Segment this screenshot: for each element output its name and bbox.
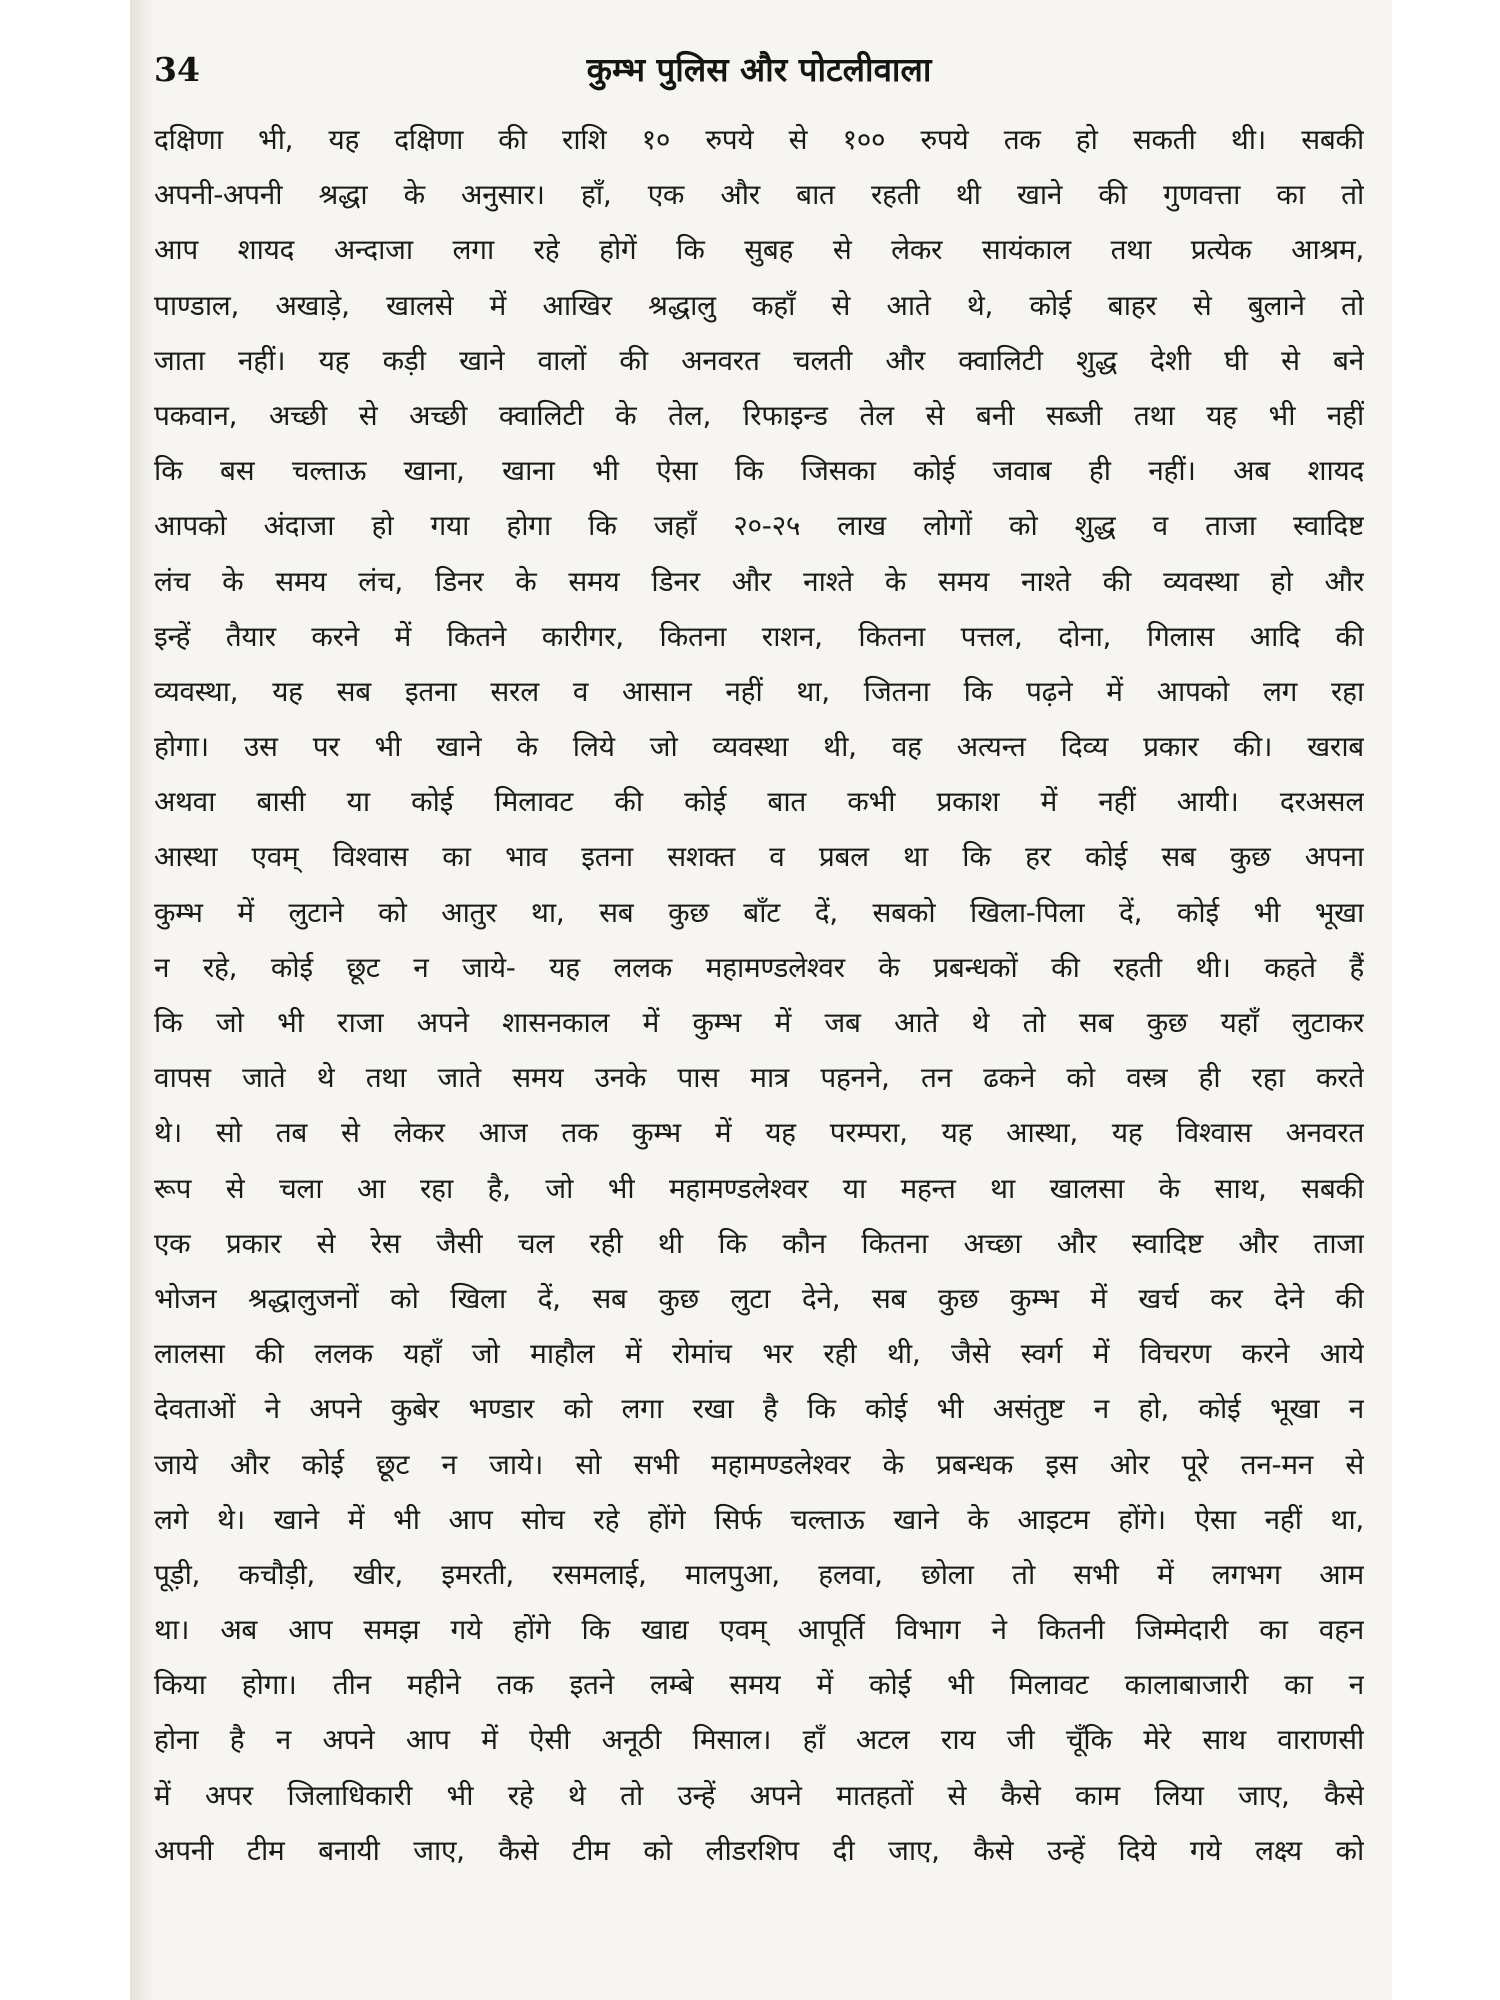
text-line: होना है न अपने आप में ऐसी अनूठी मिसाल। हाँ अटल राय जी चूँकि मेरे साथ वाराणसी xyxy=(154,1723,1364,1757)
text-line: कि बस चल्ताऊ खाना, खाना भी ऐसा कि जिसका कोई जवाब ही नहीं। अब शायद xyxy=(154,454,1364,488)
body-text xyxy=(154,112,1364,1878)
text-line: कि जो भी राजा अपने शासनकाल में कुम्भ में जब आते थे तो सब कुछ यहाँ लुटाकर xyxy=(154,1006,1364,1039)
page-number: 34 xyxy=(154,50,200,89)
text-line: थे। सो तब से लेकर आज तक कुम्भ में यह परम्परा, यह आस्था, यह विश्वास अनवरत xyxy=(154,1116,1364,1150)
text-line: रूप से चला आ रहा है, जो भी महामण्डलेश्वर या महन्त था खालसा के साथ, सबकी xyxy=(154,1171,1364,1205)
text-line: अपनी टीम बनायी जाए, कैसे टीम को लीडरशिप दी जाए, कैसे उन्हें दिये गये लक्ष्य को xyxy=(154,1833,1364,1867)
text-line: पूड़ी, कचौड़ी, खीर, इमरती, रसमलाई, मालपुआ, हलवा, छोला तो सभी में लगभग आम xyxy=(154,1557,1364,1591)
text-line: में अपर जिलाधिकारी भी रहे थे तो उन्हें अपने मातहतों से कैसे काम लिया जाए, कैसे xyxy=(154,1778,1364,1812)
page-shadow-edge xyxy=(130,0,154,2000)
text-line: आपको अंदाजा हो गया होगा कि जहाँ २०-२५ लाख लोगों को शुद्ध व ताजा स्वादिष्ट xyxy=(154,509,1364,543)
text-line: न रहे, कोई छूट न जाये- यह ललक महामण्डलेश्वर के प्रबन्धकों की रहती थी। कहते हैं xyxy=(154,950,1364,984)
text-line: लगे थे। खाने में भी आप सोच रहे होंगे सिर्फ चल्ताऊ खाने के आइटम होंगे। ऐसा नहीं था, xyxy=(154,1502,1364,1536)
text-line: होगा। उस पर भी खाने के लिये जो व्यवस्था थी, वह अत्यन्त दिव्य प्रकार की। खराब xyxy=(154,730,1364,764)
book-page xyxy=(130,0,1392,2000)
text-line: दक्षिणा भी, यह दक्षिणा की राशि १० रुपये से १०० रुपये तक हो सकती थी। सबकी xyxy=(154,123,1364,156)
text-line: एक प्रकार से रेस जैसी चल रही थी कि कौन कितना अच्छा और स्वादिष्ट और ताजा xyxy=(154,1226,1364,1260)
page-header xyxy=(154,48,1364,108)
text-line: आस्था एवम् विश्वास का भाव इतना सशक्त व प्रबल था कि हर कोई सब कुछ अपना xyxy=(154,840,1364,874)
text-line: पाण्डाल, अखाड़े, खालसे में आखिर श्रद्धालु कहाँ से आते थे, कोई बाहर से बुलाने तो xyxy=(154,288,1364,322)
text-line: देवताओं ने अपने कुबेर भण्डार को लगा रखा है कि कोई भी असंतुष्ट न हो, कोई भूखा न xyxy=(154,1392,1364,1426)
text-line: था। अब आप समझ गये होंगे कि खाद्य एवम् आपूर्ति विभाग ने कितनी जिम्मेदारी का वहन xyxy=(154,1613,1364,1647)
text-line: जाये और कोई छूट न जाये। सो सभी महामण्डलेश्वर के प्रबन्धक इस ओर पूरे तन-मन से xyxy=(154,1447,1364,1481)
text-line: लंच के समय लंच, डिनर के समय डिनर और नाश्ते के समय नाश्ते की व्यवस्था हो और xyxy=(154,564,1364,598)
text-line: व्यवस्था, यह सब इतना सरल व आसान नहीं था, जितना कि पढ़ने में आपको लग रहा xyxy=(154,674,1364,708)
text-line: अपनी-अपनी श्रद्धा के अनुसार। हाँ, एक और बात रहती थी खाने की गुणवत्ता का तो xyxy=(154,178,1364,212)
text-line: लालसा की ललक यहाँ जो माहौल में रोमांच भर रही थी, जैसे स्वर्ग में विचरण करने आये xyxy=(154,1337,1364,1371)
text-line: कुम्भ में लुटाने को आतुर था, सब कुछ बाँट दें, सबको खिला-पिला दें, कोई भी भूखा xyxy=(154,895,1364,929)
text-line: जाता नहीं। यह कड़ी खाने वालों की अनवरत चलती और क्वालिटी शुद्ध देशी घी से बने xyxy=(154,343,1364,377)
text-line: अथवा बासी या कोई मिलावट की कोई बात कभी प्रकाश में नहीं आयी। दरअसल xyxy=(154,785,1364,819)
running-title: कुम्भ पुलिस और पोटलीवाला xyxy=(586,50,932,89)
text-line: इन्हें तैयार करने में कितने कारीगर, कितना राशन, कितना पत्तल, दोना, गिलास आदि की xyxy=(154,619,1364,653)
text-line: वापस जाते थे तथा जाते समय उनके पास मात्र पहनने, तन ढकने को वस्त्र ही रहा करते xyxy=(154,1061,1364,1095)
text-line: पकवान, अच्छी से अच्छी क्वालिटी के तेल, रिफाइन्ड तेल से बनी सब्जी तथा यह भी नहीं xyxy=(154,398,1364,432)
text-line: आप शायद अन्दाजा लगा रहे होगें कि सुबह से लेकर सायंकाल तथा प्रत्येक आश्रम, xyxy=(154,233,1364,267)
text-line: किया होगा। तीन महीने तक इतने लम्बे समय में कोई भी मिलावट कालाबाजारी का न xyxy=(154,1668,1364,1702)
text-line: भोजन श्रद्धालुजनों को खिला दें, सब कुछ लुटा देने, सब कुछ कुम्भ में खर्च कर देने की xyxy=(154,1281,1364,1315)
